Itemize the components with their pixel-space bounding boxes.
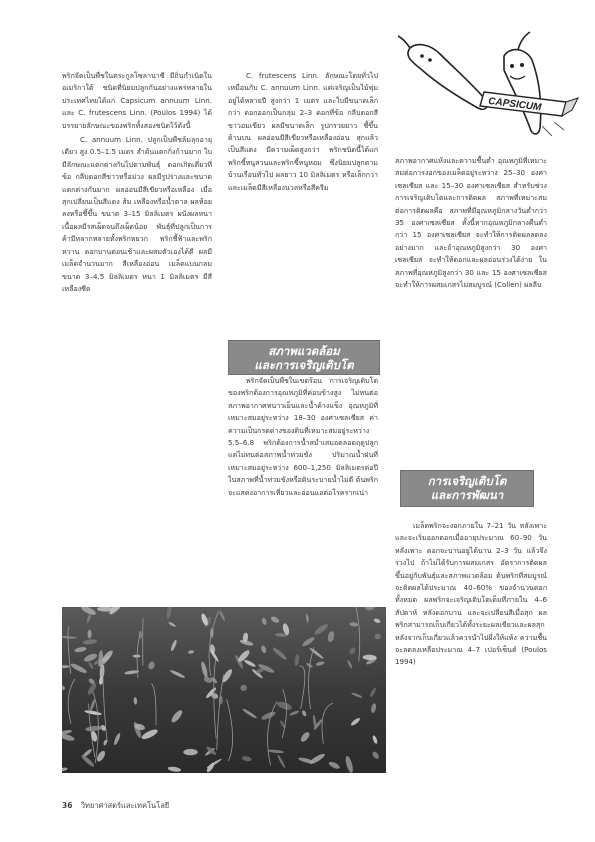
page-number: 36 bbox=[62, 801, 73, 810]
page-footer bbox=[62, 800, 169, 812]
pepper-left-stem bbox=[398, 36, 410, 48]
pepper-right-stem bbox=[518, 32, 530, 50]
section-heading-line-1: สภาพแวดล้อม bbox=[268, 344, 340, 358]
column-3 bbox=[395, 155, 547, 460]
col3-paragraph-1: สภาพอากาศแห้งและความชื้นต่ำ อุณหภูมิที่เหมาะสมต่อการงอกของเมล็ดอยู่ระหว่าง 25–30 องศาเซลเซียส และ 15–30 องศาเซลเซียส สำหรับช่วงการเจริญเติบโตและการติดผล สภาพที่เหมาะสมต่อการติดผลคือ สภาพที่มีอุณหภูมิกลางวันต่ำกว่า 35 องศาเซลเซียส ทั้งนี้หากอุณหภูมิกลางคืนต่ำกว่า 15 องศาเซลเซียส จะทำให้การติดผลลดลงอย่างมาก และถ้าอุณหภูมิสูงกว่า 30 องศาเซลเซียส จะทำให้ดอกและผลอ่อนร่วงได้ง่าย ในสภาพที่อุณหภูมิสูงกว่า 30 และ 15 องศาเซลเซียส จะทำให้การผสมเกสรไม่สมบูรณ์ (Collen) ผลลีบ bbox=[395, 156, 547, 290]
col2-paragraph-1: C. frutescens Linn. ลักษณะโดยทั่วไปเหมือนกับ C. annuum Linn. แต่เจริญเป็นไม้พุ่มอยู่ได้หลายปี สูงกว่า 1 เมตร และใบมีขนาดเล็กกว่า ดอกออกเป็นกลุ่ม 2–3 ดอกที่ข้อ กลีบดอกสีขาวอมเขียว ผลมีขนาดเล็ก รูปกรวยยาว ชี้ขึ้นด้านบน ผลอ่อนมีสีเขียวหรือเหลืองอ่อน สุกแล้วเป็นสีแดง มีความเผ็ดสูงกว่า พริกชนิดนี้ได้แก่ พริกขี้หนูสวนและพริกขี้หนูหอม ซึ่งนิยมปลูกตามบ้านเรือนทั่วไป ผลยาว 10 มิลลิเมตร หรือเล็กกว่า และเมล็ดมีสีเหลืองนวลหรือสีครีม bbox=[228, 71, 378, 192]
leaf bbox=[133, 655, 141, 658]
section-heading-line-2: และการพัฒนา bbox=[430, 488, 504, 502]
col1-paragraph-2: C. annuum Linn. ปลูกเป็นพืชล้มลุกอายุเดียว สูง 0.5–1.5 เมตร ลำต้นแตกกิ่งก้านมาก ใบมีลักษณะแตกต่างกันไปตามพันธุ์ ดอกเกิดเดี่ยวที่ข้อ กลีบดอกสีขาวหรือม่วง ผลมีรูปร่างและขนาดแตกต่างกันมาก ผลอ่อนมีสีเขียวหรือเหลือง เมื่อสุกเปลี่ยนเป็นสีแดง ส้ม เหลืองหรือน้ำตาล ผลห้อยลงหรือชี้ขึ้น ขนาด 3–15 มิลลิเมตร ผนังผลหนา เนื้อผลมีรสเผ็ดจนถึงเผ็ดน้อย พันธุ์ที่ปลูกเป็นการค้ามีหลากหลายทั้งพริกหยวก พริกชี้ฟ้าและพริกหวาน ดอกบานตอนเช้าและผสมตัวเองได้ดี ผลมีเมล็ดจำนวนมาก สีเหลืองอ่อน เมล็ดแบนกลม ขนาด 3–4.5 มิลลิเมตร หนา 1 มิลลิเมตร มีสีเหลืองซีด bbox=[62, 135, 212, 293]
col2b-paragraph-1: พริกจัดเป็นพืชในเขตร้อน การเจริญเติบโตของพริกต้องการอุณหภูมิที่ค่อนข้างสูง ไม่ทนต่อสภาพอากาศหนาวเย็นและน้ำค้างแข็ง อุณหภูมิที่เหมาะสมอยู่ระหว่าง 18–30 องศาเซลเซียส ค่าความเป็นกรดด่างของดินที่เหมาะสมอยู่ระหว่าง 5.5–6.8 พริกต้องการน้ำสม่ำเสมอตลอดฤดูปลูก แต่ไม่ทนต่อสภาพน้ำท่วมขัง ปริมาณน้ำฝนที่เหมาะสมอยู่ระหว่าง 600–1,250 มิลลิเมตรต่อปี ในสภาพที่น้ำท่วมขังหรือดินระบายน้ำไม่ดี ต้นพริกจะแสดงอาการเหี่ยวและอ่อนแอต่อโรครากเน่า bbox=[228, 376, 378, 497]
section-heading-growth bbox=[400, 470, 534, 507]
col3b-paragraph-1: เมล็ดพริกจะงอกภายใน 7–21 วัน หลังเพาะ และจะเริ่มออกดอกเมื่ออายุประมาณ 60–90 วันหลังเพาะ ดอกจะบานอยู่ได้นาน 2–3 วัน แล้วจึงร่วงไป ถ้าไม่ได้รับการผสมเกสร อัตราการติดผลขึ้นอยู่กับพันธุ์และสภาพแวดล้อม ต้นพริกที่สมบูรณ์จะติดผลได้ประมาณ 40–60% ของจำนวนดอกทั้งหมด ผลพริกจะเจริญเติบโตเต็มที่ภายใน 4–6 สัปดาห์ หลังดอกบาน และจะเปลี่ยนสีเมื่อสุก ผลพริกสามารถเก็บเกี่ยวได้ทั้งระยะผลเขียวและผลสุก หลังจากเก็บเกี่ยวแล้วควรนำไปผึ่งให้แห้ง ความชื้นจะลดลงเหลือประมาณ 4–7 เปอร์เซ็นต์ (Poulos 1994) bbox=[395, 521, 547, 667]
publication-title: วิทยาศาสตร์และเทคโนโลยี bbox=[80, 801, 170, 810]
column-2-lower bbox=[228, 375, 378, 645]
section-heading-line-1: การเจริญเติบโต bbox=[427, 474, 507, 488]
section-heading-line-2: และการเจริญเติบโต bbox=[254, 358, 354, 372]
column-2 bbox=[228, 70, 378, 338]
pepper-illustration bbox=[392, 26, 582, 151]
col1-paragraph-1: พริกจัดเป็นพืชในตระกูลโซลานาซี มีถิ่นกำเนิดในอเมริกาใต้ ชนิดที่นิยมปลูกกันอย่างแพร่หลายในประเทศไทยได้แก่ Capsicum annuum Linn. และ C. frutescens Linn. (Poulos 1994) ได้บรรยายลักษณะของพริกทั้งสองชนิดไว้ดังนี้ bbox=[62, 71, 212, 130]
column-3-lower bbox=[395, 520, 547, 790]
pepper-left-shape bbox=[408, 45, 487, 110]
column-1 bbox=[62, 70, 212, 640]
leaf bbox=[183, 749, 197, 755]
section-heading-environment bbox=[228, 340, 380, 375]
pepper-right-shape bbox=[504, 50, 541, 134]
pepper-plant-photo bbox=[62, 607, 386, 773]
capsicum-logo-text: CAPSICUM bbox=[487, 95, 542, 114]
